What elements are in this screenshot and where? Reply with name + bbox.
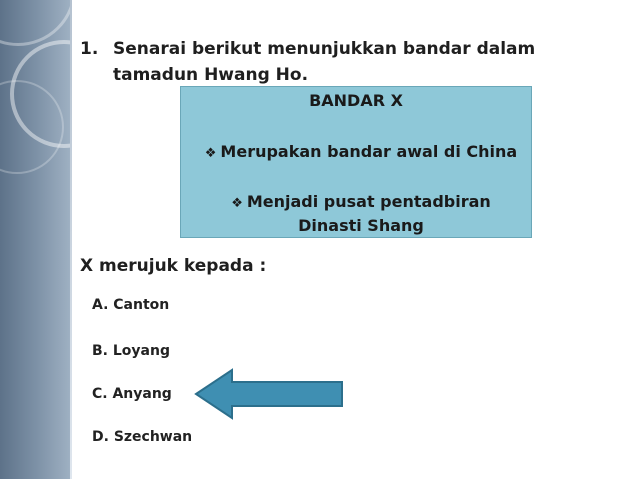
question-number: 1.	[80, 39, 99, 59]
left-arrow-icon	[194, 368, 344, 420]
question-text: Senarai berikut menunjukkan bandar dalam tamadun Hwang Ho.	[113, 39, 536, 85]
option-c[interactable]: C. Anyang	[92, 386, 172, 402]
band-divider	[70, 0, 72, 479]
info-box	[180, 86, 532, 238]
answer-prompt: X merujuk kepada :	[80, 256, 267, 276]
option-b[interactable]: B. Loyang	[92, 343, 170, 359]
info-box-title: BANDAR X	[309, 91, 403, 110]
question	[80, 36, 600, 88]
option-a[interactable]: A. Canton	[92, 297, 170, 313]
diamond-bullet-icon: ❖	[231, 196, 243, 211]
info-bullet	[201, 141, 521, 165]
decorative-side-band	[0, 0, 70, 479]
info-bullet-text: Merupakan bandar awal di China	[220, 142, 518, 161]
info-bullet-text: Menjadi pusat pentadbiran Dinasti Shang	[246, 192, 491, 235]
option-d[interactable]: D. Szechwan	[92, 429, 193, 445]
decorative-ring	[0, 0, 70, 46]
info-bullet	[201, 191, 521, 237]
diamond-bullet-icon: ❖	[204, 146, 217, 161]
